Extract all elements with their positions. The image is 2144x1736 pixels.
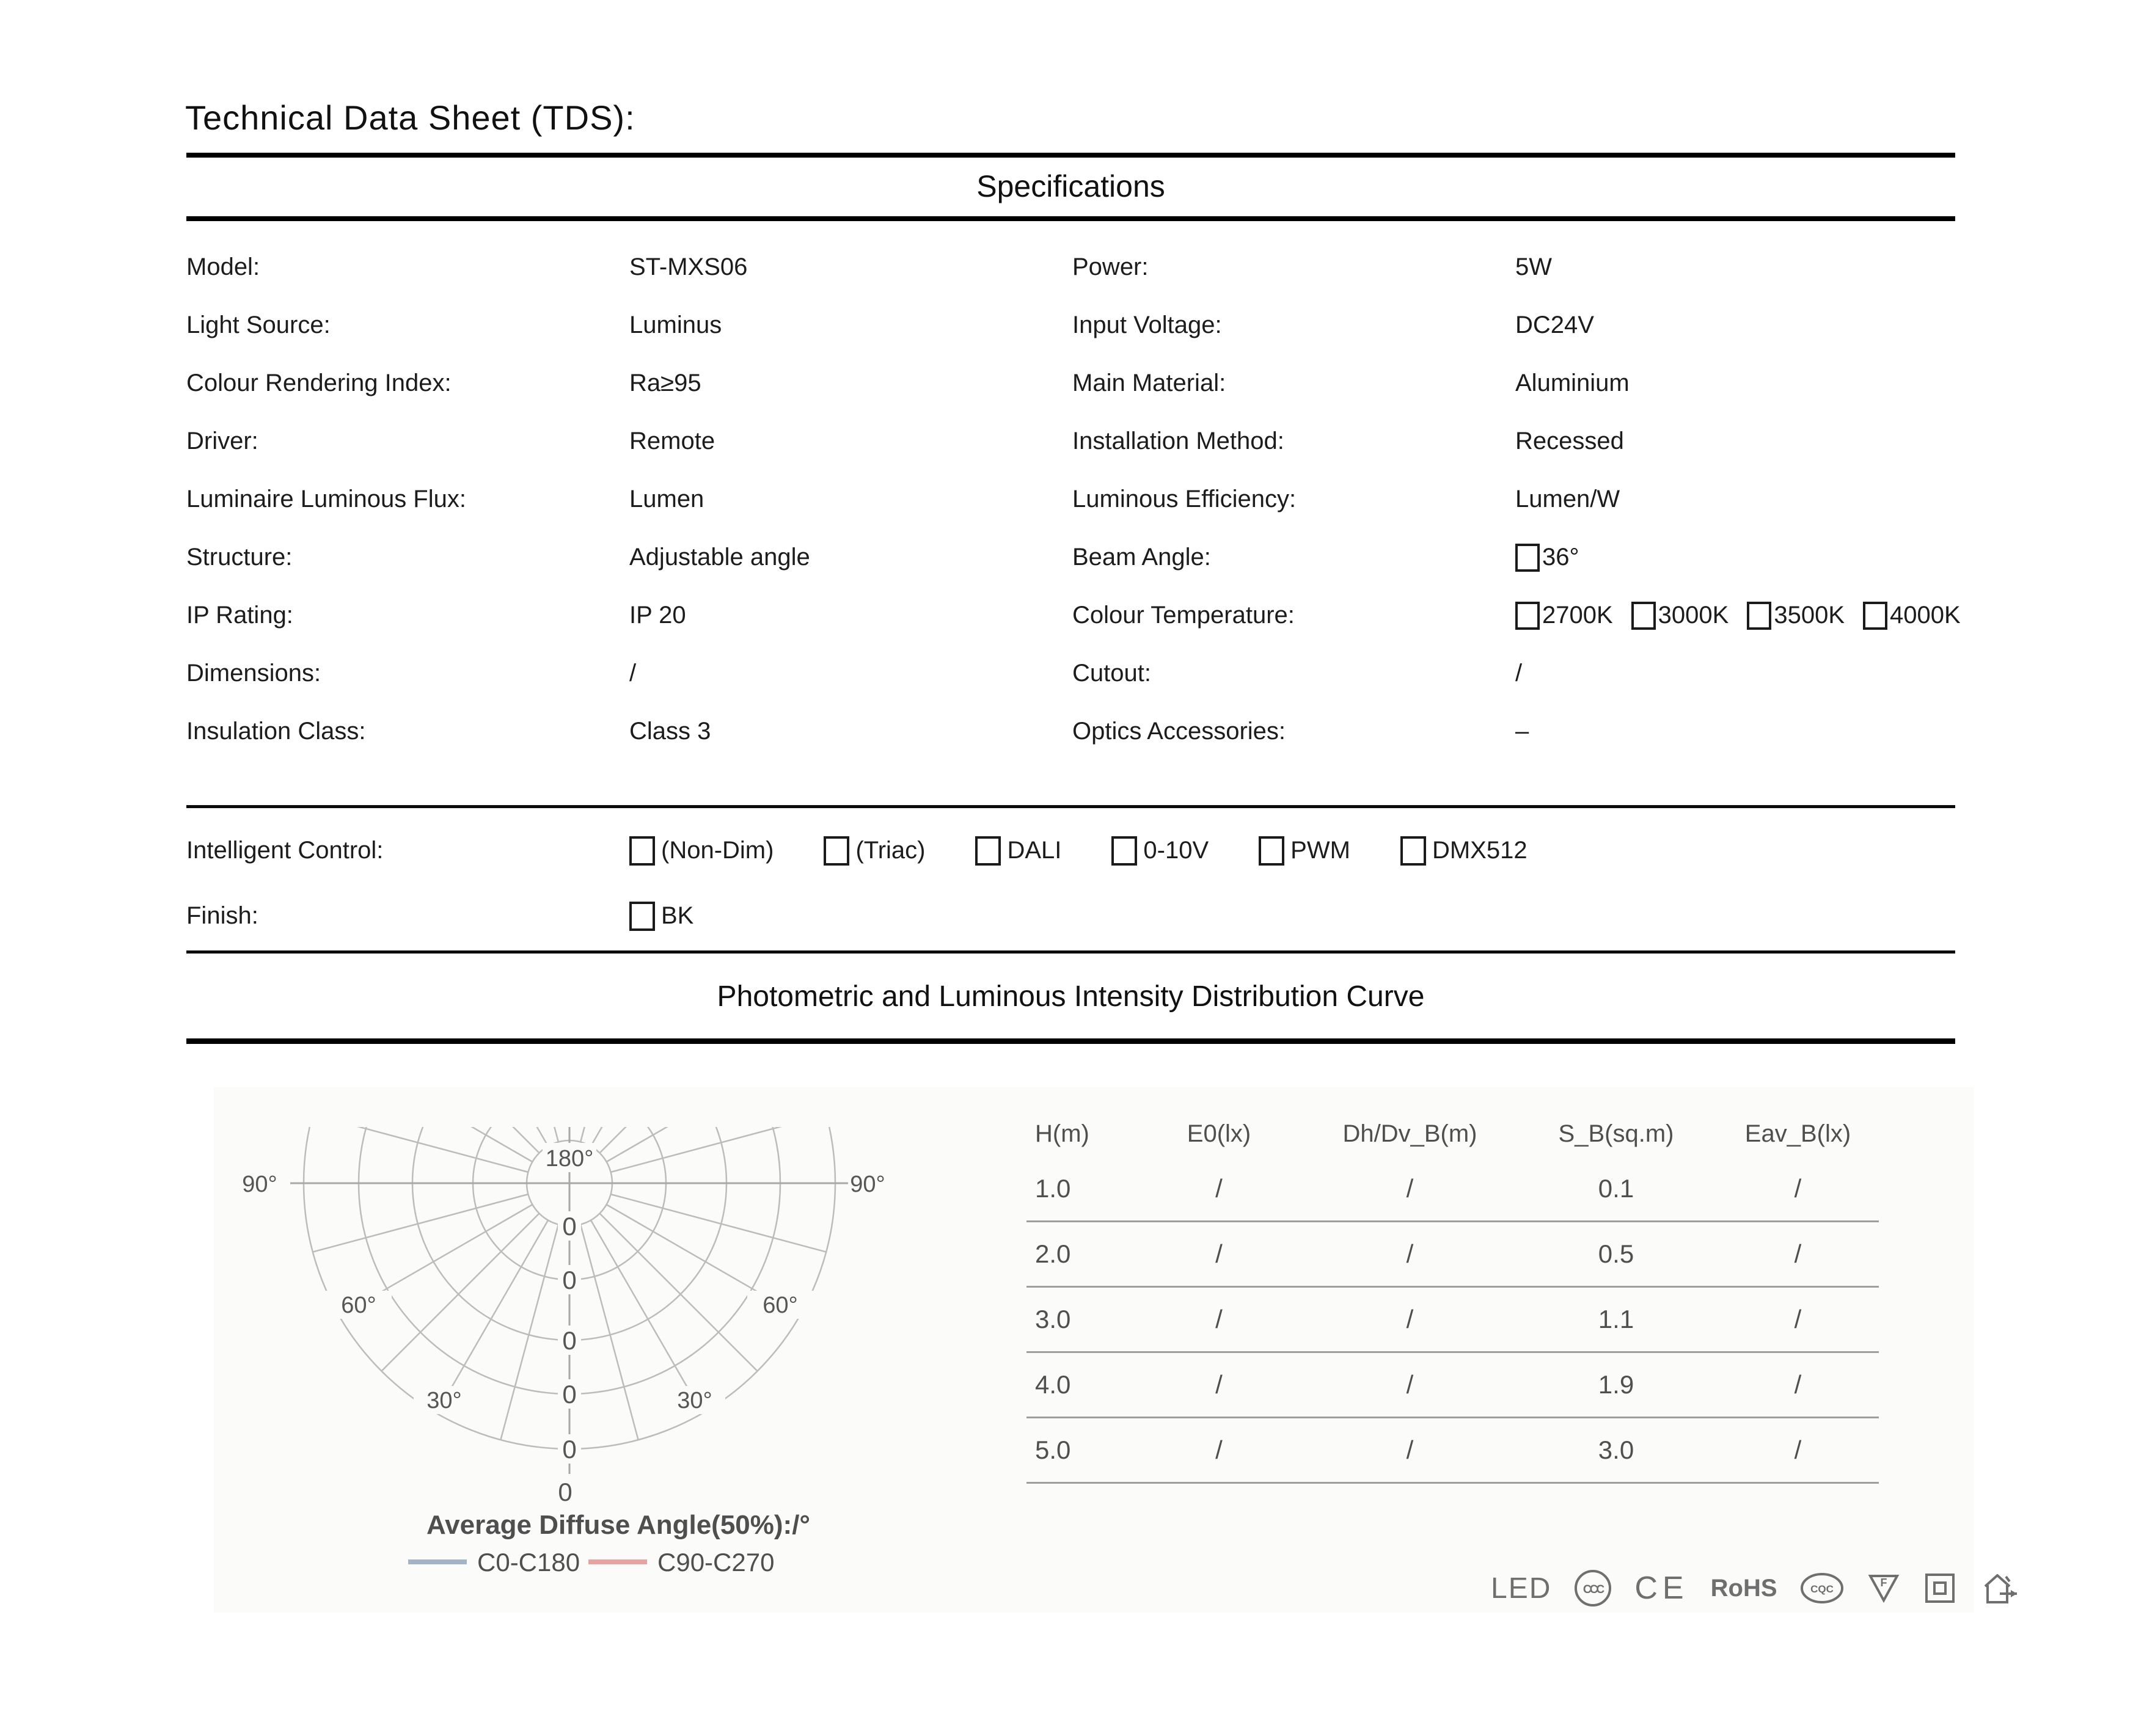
intelligent-control-label: Intelligent Control: [186, 837, 384, 864]
insulation-class-label: Insulation Class: [186, 718, 366, 745]
cell-e0-2: / [1215, 1239, 1223, 1268]
intelligent-control-row [186, 822, 2117, 880]
cri-value: Ra≥95 [629, 370, 701, 396]
cell-eav-1: / [1794, 1174, 1802, 1203]
legend-label-c90-c270: C90-C270 [657, 1548, 775, 1577]
dimensions-value: / [629, 660, 637, 687]
cell-e0-4: / [1215, 1370, 1223, 1399]
cell-sb-4: 1.9 [1598, 1370, 1634, 1399]
0-10v-label: 0-10V [1143, 837, 1209, 864]
legend-label-c0-c180: C0-C180 [477, 1548, 580, 1577]
table-row-2 [1026, 1222, 1879, 1288]
dmx512-label: DMX512 [1432, 837, 1528, 864]
polar-caption: Average Diffuse Angle(50%):/° [426, 1510, 811, 1540]
0-10v-checkbox[interactable] [1111, 836, 1137, 866]
non-dim-label: (Non-Dim) [661, 837, 774, 864]
specifications-table [186, 238, 2117, 760]
colour-temp-option-4000k [1863, 602, 1961, 630]
control-option-dmx512 [1400, 836, 1528, 866]
main-material-label: Main Material: [1072, 370, 1226, 396]
polar-label-30-right: 30° [677, 1388, 712, 1413]
colour-temp-3500k-checkbox[interactable] [1747, 602, 1771, 630]
ip-rating-label: IP Rating: [186, 602, 293, 629]
spec-row-driver-installation [186, 412, 2117, 470]
optics-accessories-value: – [1515, 718, 1529, 745]
divider-spec [186, 216, 1955, 221]
specifications-heading: Specifications [976, 169, 1165, 203]
table-row-3 [1026, 1288, 1879, 1353]
polar-radial-tick-4: 0 [562, 1435, 577, 1464]
spec-row-model-power [186, 238, 2117, 296]
structure-label: Structure: [186, 544, 293, 571]
beam-angle-option [1515, 544, 1579, 572]
cell-sb-5: 3.0 [1598, 1435, 1634, 1464]
cell-e0-5: / [1215, 1435, 1223, 1464]
beam-angle-label: Beam Angle: [1072, 544, 1211, 571]
colour-temp-2700k-checkbox[interactable] [1515, 602, 1540, 630]
svg-text:CCC: CCC [1583, 1583, 1603, 1596]
cell-dhdv-3: / [1406, 1305, 1414, 1333]
dimensions-label: Dimensions: [186, 660, 321, 687]
finish-option-bk [629, 902, 693, 931]
input-voltage-label: Input Voltage: [1072, 312, 1222, 338]
pwm-checkbox[interactable] [1259, 836, 1284, 866]
spec-row-flux-efficiency [186, 470, 2117, 528]
cri-label: Colour Rendering Index: [186, 370, 452, 396]
cell-sb-3: 1.1 [1598, 1305, 1634, 1333]
header-h-m: H(m) [1035, 1120, 1089, 1147]
certification-marks [1491, 1564, 2022, 1613]
photometric-table [1026, 1111, 1879, 1484]
polar-label-90-left: 90° [242, 1172, 277, 1197]
triac-checkbox[interactable] [824, 836, 849, 866]
cell-dhdv-5: / [1406, 1435, 1414, 1464]
cell-dhdv-1: / [1406, 1174, 1414, 1203]
cell-dhdv-4: / [1406, 1370, 1414, 1399]
cell-sb-2: 0.5 [1598, 1239, 1634, 1268]
polar-label-180: 180° [545, 1146, 594, 1172]
spec-row-iprating-colourtemp [186, 586, 2117, 644]
ip-rating-value: IP 20 [629, 602, 686, 629]
luminous-efficiency-value: Lumen/W [1515, 486, 1620, 512]
spec-row-structure-beamangle [186, 528, 2117, 586]
colour-temp-3000k-checkbox[interactable] [1631, 602, 1656, 630]
structure-value: Adjustable angle [629, 544, 810, 571]
cell-eav-4: / [1794, 1370, 1802, 1399]
cutout-value: / [1515, 660, 1523, 687]
finish-row [186, 887, 2117, 945]
spec-row-cri-material [186, 354, 2117, 412]
control-option-0-10v [1111, 836, 1209, 866]
non-dim-checkbox[interactable] [629, 836, 655, 866]
colour-temp-option-3000k [1631, 602, 1729, 630]
svg-text:CQC: CQC [1810, 1583, 1834, 1595]
colour-temp-3500k-label: 3500K [1774, 602, 1845, 629]
indoor-use-icon [1979, 1569, 2022, 1607]
divider-top [186, 153, 1955, 158]
luminous-efficiency-label: Luminous Efficiency: [1072, 486, 1297, 512]
cell-h-2: 2.0 [1035, 1239, 1071, 1268]
cell-h-5: 5.0 [1035, 1435, 1071, 1464]
cell-eav-2: / [1794, 1239, 1802, 1268]
beam-angle-option-label: 36° [1542, 544, 1579, 571]
table-row-4 [1026, 1353, 1879, 1418]
polar-label-60-right: 60° [763, 1293, 798, 1318]
driver-label: Driver: [186, 428, 258, 454]
spec-row-insulation-optics [186, 702, 2117, 760]
luminous-flux-label: Luminaire Luminous Flux: [186, 486, 466, 512]
polar-radial-tick-1: 0 [562, 1266, 577, 1294]
photometric-polar-chart [223, 1096, 895, 1591]
spec-row-dimensions-cutout [186, 644, 2117, 702]
beam-angle-checkbox[interactable] [1515, 544, 1540, 572]
cell-eav-5: / [1794, 1435, 1802, 1464]
input-voltage-value: DC24V [1515, 312, 1594, 338]
dali-checkbox[interactable] [975, 836, 1001, 866]
cell-h-4: 4.0 [1035, 1370, 1071, 1399]
control-option-triac [824, 836, 925, 866]
triac-label: (Triac) [855, 837, 926, 864]
page-title: Technical Data Sheet (TDS): [185, 98, 635, 137]
table-row-1 [1026, 1157, 1879, 1222]
light-source-value: Luminus [629, 312, 722, 338]
cell-eav-3: / [1794, 1305, 1802, 1333]
finish-label: Finish: [186, 902, 258, 929]
class-ii-insulation-icon [1923, 1571, 1957, 1605]
ce-certification-icon: CE [1634, 1570, 1689, 1606]
colour-temp-3000k-label: 3000K [1658, 602, 1729, 629]
cell-e0-1: / [1215, 1174, 1223, 1203]
colour-temp-option-3500k [1747, 602, 1845, 630]
divider-photometric [186, 1038, 1955, 1044]
table-row-5 [1026, 1418, 1879, 1484]
bk-checkbox[interactable] [629, 902, 655, 931]
polar-label-30-left: 30° [426, 1388, 462, 1413]
cqc-certification-icon [1799, 1571, 1845, 1605]
control-option-pwm [1259, 836, 1350, 866]
f-mark-certification-icon [1867, 1571, 1901, 1605]
bk-label: BK [661, 902, 694, 929]
svg-text:F: F [1880, 1577, 1887, 1589]
polar-radial-tick-5: 0 [558, 1478, 573, 1506]
cell-h-3: 3.0 [1035, 1305, 1071, 1333]
light-source-label: Light Source: [186, 312, 331, 338]
pwm-label: PWM [1290, 837, 1350, 864]
luminous-flux-value: Lumen [629, 486, 704, 512]
polar-radial-tick-2: 0 [562, 1326, 577, 1355]
colour-temp-4000k-checkbox[interactable] [1863, 602, 1887, 630]
insulation-class-value: Class 3 [629, 718, 711, 745]
control-option-non-dim [629, 836, 774, 866]
model-value: ST-MXS06 [629, 253, 748, 280]
rohs-certification-label: RoHS [1710, 1574, 1777, 1602]
dali-label: DALI [1007, 837, 1062, 864]
ccc-certification-icon [1573, 1569, 1612, 1608]
main-material-value: Aluminium [1515, 370, 1630, 396]
header-s-b-sqm: S_B(sq.m) [1558, 1120, 1674, 1147]
optics-accessories-label: Optics Accessories: [1072, 718, 1286, 745]
photometric-table-header [1026, 1111, 1879, 1157]
dmx512-checkbox[interactable] [1400, 836, 1426, 866]
cell-dhdv-2: / [1406, 1239, 1414, 1268]
polar-radial-tick-0: 0 [562, 1212, 577, 1241]
header-eav-b-lx: Eav_B(lx) [1744, 1120, 1851, 1147]
colour-temp-option-2700k [1515, 602, 1613, 630]
colour-temp-4000k-label: 4000K [1890, 602, 1961, 629]
control-option-dali [975, 836, 1061, 866]
colour-temperature-label: Colour Temperature: [1072, 602, 1295, 629]
colour-temp-2700k-label: 2700K [1542, 602, 1613, 629]
polar-radial-tick-3: 0 [562, 1380, 577, 1409]
polar-label-60-left: 60° [341, 1293, 376, 1318]
model-label: Model: [186, 253, 260, 280]
divider-control-bottom [186, 950, 1955, 954]
cell-sb-1: 0.1 [1598, 1174, 1634, 1203]
driver-value: Remote [629, 428, 715, 454]
cell-e0-3: / [1215, 1305, 1223, 1333]
cell-h-1: 1.0 [1035, 1174, 1071, 1203]
polar-label-90-right: 90° [850, 1172, 885, 1197]
power-label: Power: [1072, 253, 1149, 280]
photometric-heading: Photometric and Luminous Intensity Distribution Curve [717, 980, 1425, 1013]
installation-method-value: Recessed [1515, 428, 1624, 454]
spec-row-lightsource-voltage [186, 296, 2117, 354]
installation-method-label: Installation Method: [1072, 428, 1284, 454]
led-label: LED [1491, 1572, 1552, 1605]
header-e0-lx: E0(lx) [1187, 1120, 1251, 1147]
power-value: 5W [1515, 253, 1552, 280]
header-dh-dv-b-m: Dh/Dv_B(m) [1342, 1120, 1477, 1147]
divider-control-top [186, 805, 1955, 808]
cutout-label: Cutout: [1072, 660, 1151, 687]
